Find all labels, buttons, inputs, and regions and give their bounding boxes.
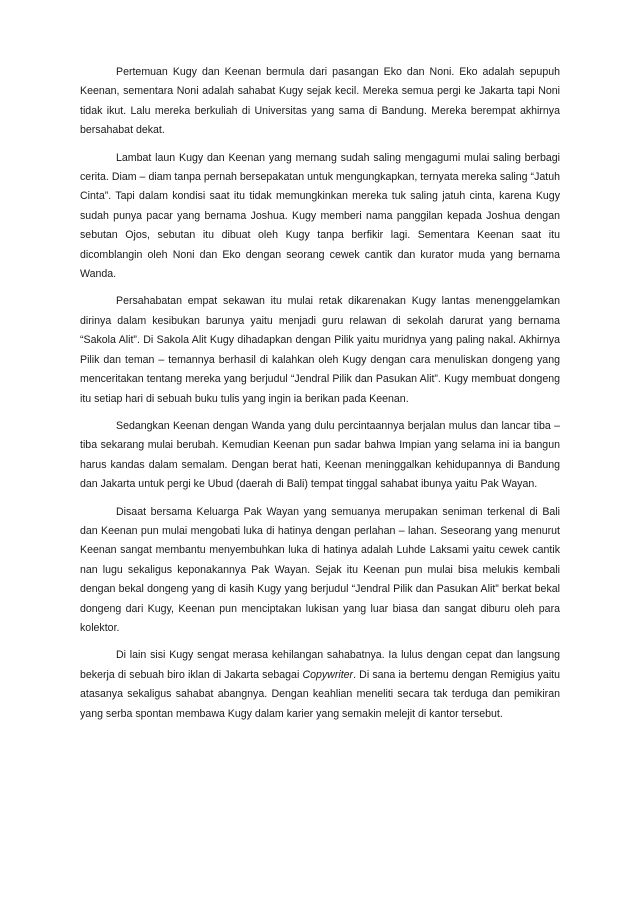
document-body	[80, 63, 560, 732]
paragraph-6-text-after: . Di sana ia bertemu dengan Remigius yaitu atasanya sekaligus sahabat abangnya. Dengan keahlian meneliti secara tak terduga dan pemikiran yang serba spontan membawa Kugy dalam karier yang semakin melejit di kantor tersebut.	[80, 668, 561, 720]
paragraph-2: Lambat laun Kugy dan Keenan yang memang sudah saling mengagumi mulai saling berbagi cerita. Diam – diam tanpa pernah bersepakatan untuk mengungkapkan, ternyata mereka saling “Jatuh Cinta”. Tapi dalam kondisi saat itu tidak memungkinkan mereka tuk saling jatuh cinta, karena Kugy sudah punya pacar yang bernama Joshua. Kugy memberi nama panggilan kepada Joshua dengan sebutan Ojos, sebutan itu dibuat oleh Kugy tanpa berfikir lagi. Sementara Keenan saat itu dicomblangin oleh Noni dan Eko dengan seorang cewek cantik dan kurator muda yang bernama Wanda.	[80, 151, 560, 281]
paragraph-5: Disaat bersama Keluarga Pak Wayan yang semuanya merupakan seniman terkenal di Bali dan Keenan pun mulai mengobati luka di hatinya dengan perlahan – lahan. Seseorang yang menurut Keenan sangat membantu menyembuhkan luka di hatinya adalah Luhde Laksami yaitu cewek cantik nan lugu sekaligus keponakannya Pak Wayan. Sejak itu Keenan pun mulai bisa melukis kembali dengan bekal dongeng yang di kasih Kugy yang berjudul “Jendral Pilik dan Pasukan Alit” berkat bekal dongeng dari Kugy, Keenan pun menciptakan lukisan yang luar biasa dan sangat diburu oleh para kolektor.	[80, 505, 560, 634]
paragraph-6	[80, 646, 560, 724]
paragraph-6-italic-term: Copywriter	[302, 668, 354, 681]
paragraph-1: Pertemuan Kugy dan Keenan bermula dari pasangan Eko dan Noni. Eko adalah sepupuh Keenan, sementara Noni adalah sahabat Kugy sejak kecil. Mereka semua pergi ke Jakarta tapi Noni tidak ikut. Lalu mereka berkuliah di Universitas yang sama di Bandung. Mereka berempat akhirnya bersahabat dekat.	[80, 66, 560, 137]
paragraph-3: Persahabatan empat sekawan itu mulai retak dikarenakan Kugy lantas menenggelamkan dirinya dalam kesibukan barunya yaitu menjadi guru relawan di sekolah darurat yang bernama “Sakola Alit”. Di Sakola Alit Kugy dihadapkan dengan Pilik yaitu muridnya yang paling nakal. Akhirnya Pilik dan teman – temannya berhasil di kalahkan oleh Kugy dengan cara menuliskan dongeng yang menceritakan tentang mereka yang berjudul “Jendral Pilik dan Pasukan Alit”. Kugy membuat dongeng itu setiap hari di sebuah buku tulis yang ingin ia berikan pada Keenan.	[80, 295, 560, 405]
paragraph-6-text-before: Di lain sisi Kugy sengat merasa kehilangan sahabatnya. Ia lulus dengan cepat dan langsung bekerja di sebuah biro iklan di Jakarta sebagai	[80, 649, 560, 681]
paragraph-4: Sedangkan Keenan dengan Wanda yang dulu percintaannya berjalan mulus dan lancar tiba – tiba sekarang mulai berubah. Kemudian Keenan pun sadar bahwa Impian yang selama ini ia bangun harus kandas dalam semalam. Dengan berat hati, Keenan meninggalkan kehidupannya di Bandung dan Jakarta untuk pergi ke Ubud (daerah di Bali) tempat tinggal sahabat ibunya yaitu Pak Wayan.	[80, 419, 560, 491]
